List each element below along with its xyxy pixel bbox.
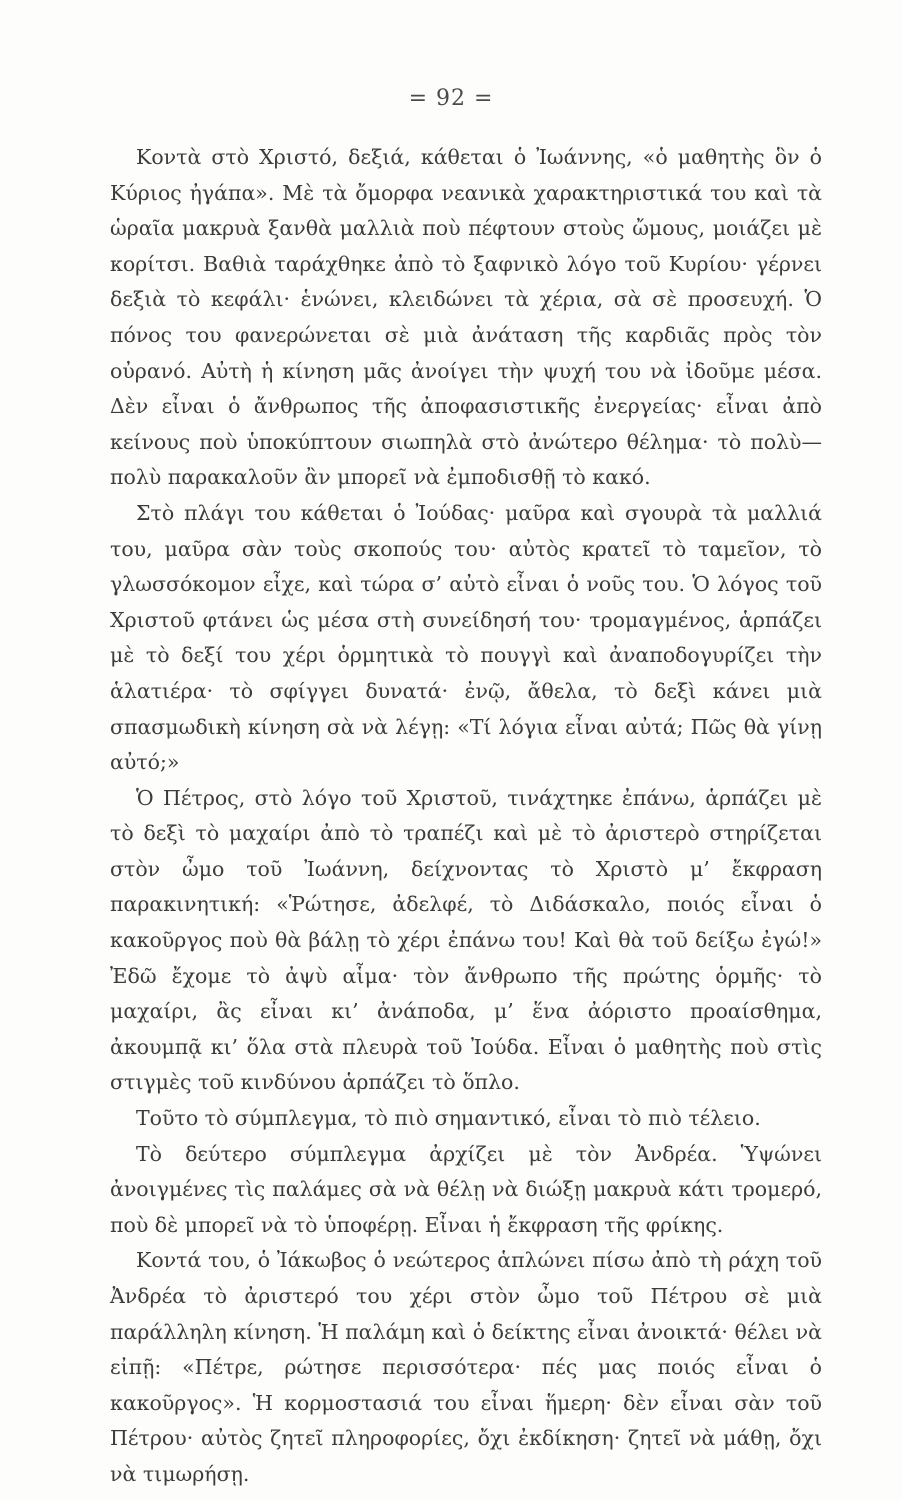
paragraph-john: Κοντὰ στὸ Χριστό, δεξιά, κάθεται ὁ Ἰωάννης, «ὁ μαθητὴς ὃν ὁ Κύριος ἠγάπα». Μὲ τὰ ὄμορφα νεανικὰ χαρακτηριστικά του καὶ τὰ ὡραῖα μακρυὰ ξανθὰ μαλλιὰ ποὺ πέφτουν στοὺς ὤμους, μοιάζει μὲ κορίτσι. Βαθιὰ ταράχθηκε ἀπὸ τὸ ξαφνικὸ λόγο τοῦ Κυρίου· γέρνει δεξιὰ τὸ κεφάλι· ἑνώνει, κλειδώνει τὰ χέρια, σὰ σὲ προσευχή. Ὁ πόνος του φανερώνεται σὲ μιὰ ἀνάταση τῆς καρδιᾶς πρὸς τὸν οὐρανό. Αὐτὴ ἡ κίνηση μᾶς ἀνοίγει τὴν ψυχή του νὰ ἰδοῦμε μέσα. Δὲν εἶναι ὁ ἄνθρωπος τῆς ἀποφασιστικῆς ἐνεργείας· εἶναι ἀπὸ κείνους ποὺ ὑποκύπτουν σιωπηλὰ στὸ ἀνώτερο θέλημα· τὸ πολὺ—πολὺ παρακαλοῦν ἂν μπορεῖ νὰ ἐμποδισθῇ τὸ κακό. <box>110 145 822 490</box>
paragraph-peter: Ὁ Πέτρος, στὸ λόγο τοῦ Χριστοῦ, τινάχτηκε ἐπάνω, ἁρπάζει μὲ τὸ δεξὶ τὸ μαχαίρι ἀπὸ τὸ τραπέζι καὶ μὲ τὸ ἀριστερὸ στηρίζεται στὸν ὦμο τοῦ Ἰωάννη, δείχνοντας τὸ Χριστὸ μ’ ἔκφραση παρακινητική: «Ῥώτησε, ἀδελφέ, τὸ Διδάσκαλο, ποιός εἶναι ὁ κακοῦργος ποὺ θὰ βάλῃ τὸ χέρι ἐπάνω του! Καὶ θὰ τοῦ δείξω ἐγώ!» Ἐδῶ ἔχομε τὸ ἀψὺ αἷμα· τὸν ἄνθρωπο τῆς πρώτης ὁρμῆς· τὸ μαχαίρι, ἂς εἶναι κι’ ἀνάποδα, μ’ ἕνα ἀόριστο προαίσθημα, ἀκουμπᾷ κι’ ὅλα στὰ πλευρὰ τοῦ Ἰούδα. Εἶναι ὁ μαθητὴς ποὺ στὶς στιγμὲς τοῦ κινδύνου ἁρπάζει τὸ ὅπλο. <box>110 785 822 1095</box>
paragraph-judas: Στὸ πλάγι του κάθεται ὁ Ἰούδας· μαῦρα καὶ σγουρὰ τὰ μαλλιά του, μαῦρα σὰν τοὺς σκοπούς του· αὐτὸς κρατεῖ τὸ ταμεῖον, τὸ γλωσσόκομον εἶχε, καὶ τώρα σ’ αὐτὸ εἶναι ὁ νοῦς του. Ὁ λόγος τοῦ Χριστοῦ φτάνει ὡς μέσα στὴ συνείδησή του· τρομαγμένος, ἁρπάζει μὲ τὸ δεξί του χέρι ὁρμητικὰ τὸ πουγγὶ καὶ ἀναποδογυρίζει τὴν ἁλατιέρα· τὸ σφίγγει δυνατά· ἐνῷ, ἄθελα, τὸ δεξὶ κάνει μιὰ σπασμωδικὴ κίνηση σὰ νὰ λέγῃ: «Τί λόγια εἶναι αὐτά; Πῶς θὰ γίνῃ αὐτό;» <box>110 500 822 775</box>
paragraph-summary: Τοῦτο τὸ σύμπλεγμα, τὸ πιὸ σημαντικό, εἶναι τὸ πιὸ τέλειο. <box>136 1106 761 1131</box>
body-text <box>110 140 822 1493</box>
page-number: = 92 = <box>408 86 494 111</box>
paragraph-andrew: Τὸ δεύτερο σύμπλεγμα ἀρχίζει μὲ τὸν Ἀνδρέα. Ὑψώνει ἀνοιγμένες τὶς παλάμες σὰ νὰ θέλῃ νὰ διώξῃ μακρυὰ κάτι τρομερό, ποὺ δὲ μπορεῖ νὰ τὸ ὑποφέρῃ. Εἶναι ἡ ἔκφραση τῆς φρίκης. <box>110 1141 822 1237</box>
paragraph-james: Κοντά του, ὁ Ἰάκωβος ὁ νεώτερος ἁπλώνει πίσω ἀπὸ τὴ ράχη τοῦ Ἀνδρέα τὸ ἀριστερό του χέρι στὸν ὦμο τοῦ Πέτρου σὲ μιὰ παράλληλη κίνηση. Ἡ παλάμη καὶ ὁ δείκτης εἶναι ἀνοικτά· θέλει νὰ εἰπῇ: «Πέτρε, ρώτησε περισσότερα· πές μας ποιός εἶναι ὁ κακοῦργος». Ἡ κορμοστασιά του εἶναι ἥμερη· δὲν εἶναι σὰν τοῦ Πέτρου· αὐτὸς ζητεῖ πληροφορίες, ὄχι ἐκδίκηση· ζητεῖ νὰ μάθῃ, ὄχι νὰ τιμωρήσῃ. <box>110 1248 822 1486</box>
